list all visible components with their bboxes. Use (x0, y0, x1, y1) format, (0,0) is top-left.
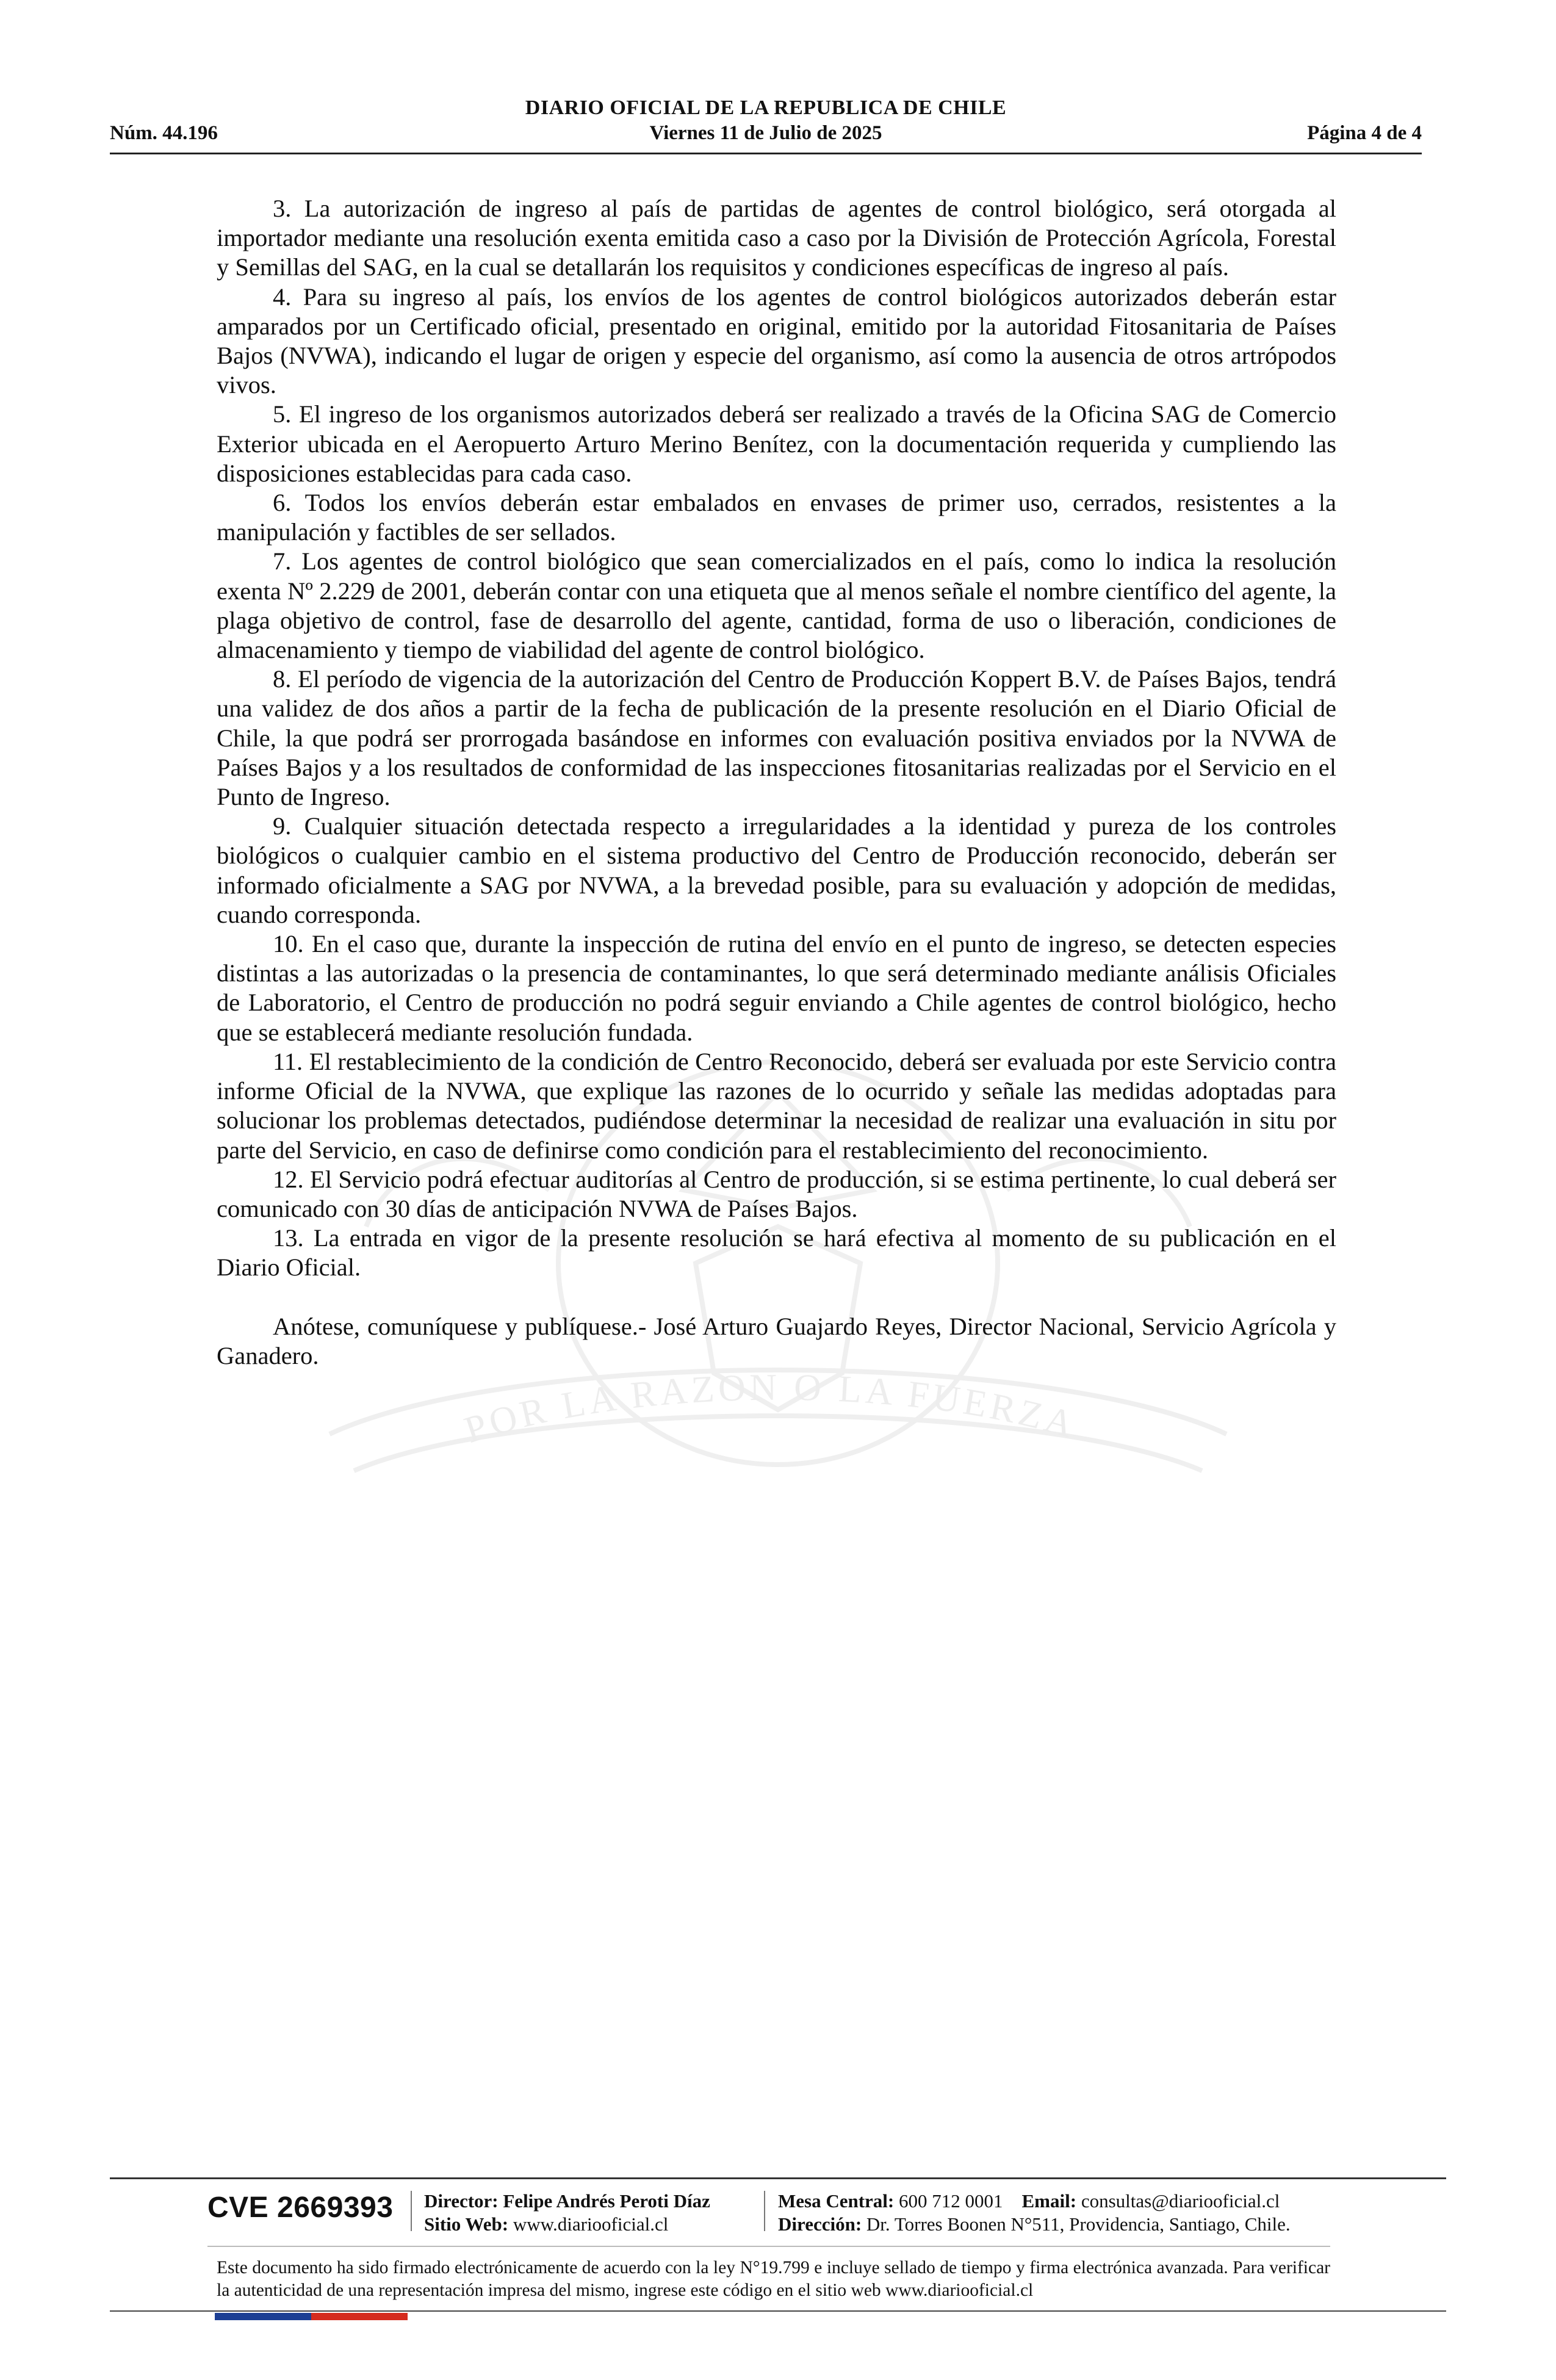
footer-contact-block (778, 2190, 1291, 2236)
address-text: Dr. Torres Boonen N°511, Providencia, Santiago, Chile. (866, 2213, 1291, 2235)
paragraph: 10. En el caso que, durante la inspección de rutina del envío en el punto de ingreso, se detecten especies distintas a las autorizadas o la presencia de contaminantes, lo que será determinado mediante análisis Oficiales de Laboratorio, el Centro de producción no podrá seguir enviando a Chile agentes de control biológico, hecho que se establecerá mediante resolución fundada. (217, 930, 1336, 1046)
email-link[interactable]: consultas@diariooficial.cl (1081, 2190, 1280, 2212)
flag-red-band (311, 2313, 408, 2320)
footer-separator (764, 2191, 765, 2231)
footer-inner-divider (207, 2246, 1330, 2247)
watermark-motto: POR LA RAZON O LA FUERZA (459, 1366, 1082, 1452)
page-footer (110, 2177, 1446, 2336)
paragraph: 4. Para su ingreso al país, los envíos de los agentes de control biológicos autorizados deberán estar amparados por un Certificado oficial, presentado en original, emitido por la autoridad Fitosanitaria de Países Bajos (NVWA), indicando el lugar de origen y especie del organismo, así como la ausencia de otros artrópodos vivos. (217, 283, 1336, 399)
director-label: Director: (424, 2190, 499, 2212)
closing-signature: Anótese, comuníquese y publíquese.- José Arturo Guajardo Reyes, Director Nacional, Servicio Agrícola y Ganadero. (217, 1312, 1336, 1369)
paragraph: 5. El ingreso de los organismos autorizados deberá ser realizado a través de la Oficina SAG de Comercio Exterior ubicada en el Aeropuerto Arturo Merino Benítez, con la documentación requerida y cumpliendo las disposiciones establecidas para cada caso. (217, 400, 1336, 487)
issue-date: Viernes 11 de Julio de 2025 (649, 122, 882, 144)
website-link[interactable]: www.diariooficial.cl (513, 2213, 669, 2235)
page-header (110, 92, 1422, 159)
cve-code: CVE 2669393 (207, 2191, 394, 2224)
phone-number: 600 712 0001 (899, 2190, 1003, 2212)
legal-notice: Este documento ha sido firmado electrónicamente de acuerdo con la ley N°19.799 e incluye sellado de tiempo y firma electrónica avanzada. Para verificar la autenticidad de una representación impresa del mismo, ingrese este código en el sitio web www.diariooficial.cl (217, 2258, 1330, 2300)
issue-number: Núm. 44.196 (110, 122, 218, 144)
paragraph: 13. La entrada en vigor de la presente resolución se hará efectiva al momento de su publicación en el Diario Oficial. (217, 1224, 1336, 1282)
phone-label: Mesa Central: (778, 2190, 895, 2212)
paragraph: 12. El Servicio podrá efectuar auditorías al Centro de producción, si se estima pertinente, lo cual deberá ser comunicado con 30 días de anticipación NVWA de Países Bajos. (217, 1165, 1336, 1222)
paragraph: 9. Cualquier situación detectada respecto a irregularidades a la identidad y pureza de los controles biológicos o cualquier cambio en el sistema productivo del Centro de Producción reconocido, deberán ser informado oficialmente a SAG por NVWA, a la brevedad posible, para su evaluación y adopción de medidas, cuando corresponda. (217, 812, 1336, 928)
publication-title: DIARIO OFICIAL DE LA REPUBLICA DE CHILE (525, 96, 1007, 119)
footer-director-block (424, 2190, 710, 2236)
paragraph: 11. El restablecimiento de la condición de Centro Reconocido, deberá ser evaluada por este Servicio contra informe Oficial de la NVWA, que explique las razones de lo ocurrido y señale las medidas adoptadas para solucionar los problemas detectados, pudiéndose determinar la necesidad de realizar una evaluación in situ por parte del Servicio, en caso de definirse como condición para el restablecimiento del reconocimiento. (217, 1047, 1336, 1164)
flag-stripe (215, 2313, 408, 2320)
footer-separator (411, 2191, 412, 2231)
flag-blue-band (215, 2313, 311, 2320)
paragraph: 7. Los agentes de control biológico que sean comercializados en el país, como lo indica la resolución exenta Nº 2.229 de 2001, deberán contar con una etiqueta que al menos señale el nombre científico del agente, la plaga objetivo de control, fase de desarrollo del agente, cantidad, forma de uso o liberación, condiciones de almacenamiento y tiempo de viabilidad del agente de control biológico. (217, 547, 1336, 664)
header-divider (110, 153, 1422, 154)
email-label: Email: (1021, 2190, 1077, 2212)
address-label: Dirección: (778, 2213, 862, 2235)
paragraph: 8. El período de vigencia de la autorización del Centro de Producción Koppert B.V. de Países Bajos, tendrá una validez de dos años a partir de la fecha de publicación de la presente resolución en el Diario Oficial de Chile, la que podrá ser prorrogada basándose en informes con evaluación positiva enviados por la NVWA de Países Bajos y a los resultados de conformidad de las inspecciones fitosanitarias realizadas por el Servicio en el Punto de Ingreso. (217, 665, 1336, 811)
website-label: Sitio Web: (424, 2213, 509, 2235)
paragraph: 3. La autorización de ingreso al país de partidas de agentes de control biológico, será otorgada al importador mediante una resolución exenta emitida caso a caso por la División de Protección Agrícola, Forestal y Semillas del SAG, en la cual se detallarán los requisitos y condiciones específicas de ingreso al país. (217, 195, 1336, 281)
page-number: Página 4 de 4 (1307, 122, 1422, 144)
resolution-body (217, 194, 1336, 1371)
footer-bottom-divider (110, 2310, 1446, 2312)
paragraph: 6. Todos los envíos deberán estar embalados en envases de primer uso, cerrados, resistentes a la manipulación y factibles de ser sellados. (217, 489, 1336, 546)
director-name: Felipe Andrés Peroti Díaz (503, 2190, 710, 2212)
footer-divider (110, 2177, 1446, 2179)
